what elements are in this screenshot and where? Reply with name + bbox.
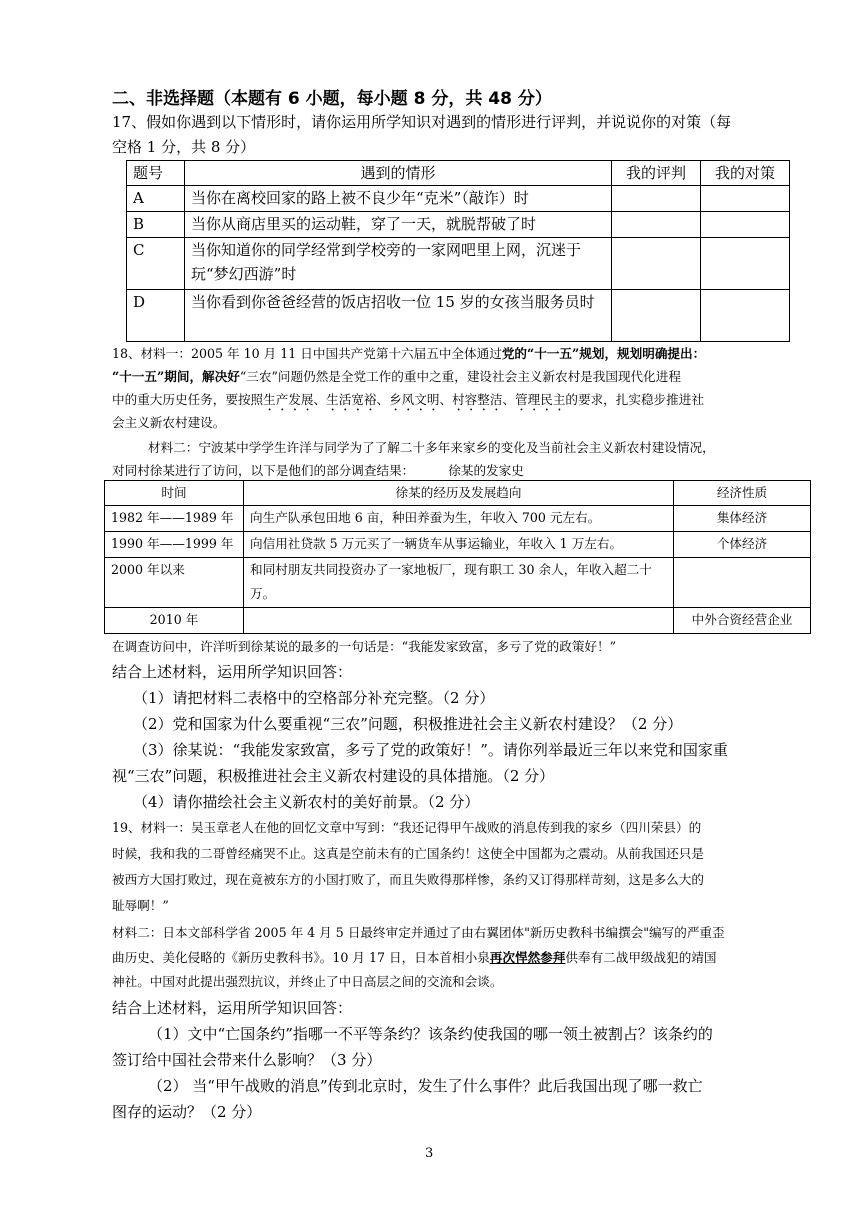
judgment-blank[interactable]: [612, 186, 701, 212]
row-time: 2010 年: [105, 608, 244, 634]
table-row: [105, 506, 811, 532]
countermeasure-blank[interactable]: [701, 290, 790, 342]
countermeasure-blank[interactable]: [701, 186, 790, 212]
q18-table-caption: 徐某的发家史: [448, 463, 524, 478]
header-cell: 时间: [105, 481, 244, 506]
table-row: [105, 532, 811, 558]
row-event: 和同村朋友共同投资办了一家地板厂，现有职工 30 余人，年收入超二十万。: [244, 558, 674, 608]
q18-material1-emphasis: “十一五”期间，解决好: [112, 369, 240, 384]
q19-question-1-line1: （1）文中“亡国条约”指哪一不平等条约？该条约使我国的哪一领土被割占？该条约的: [148, 1025, 713, 1043]
header-cell: 我的对策: [701, 161, 790, 186]
q18-question-3-line2: 视“三农”问题，积极推进社会主义新农村建设的具体措施。（2 分）: [112, 767, 555, 785]
row-nature: 个体经济: [674, 532, 811, 558]
table-row: [105, 608, 811, 634]
row-time: 1982 年——1989 年: [105, 506, 244, 532]
row-time: 1990 年——1999 年: [105, 532, 244, 558]
q19-material2-line3: 神社。中国对此提出强烈抗议，并终止了中日高层之间的交流和会谈。: [112, 974, 503, 989]
judgment-blank[interactable]: [612, 212, 701, 238]
q19-question-1-line2: 签订给中国社会带来什么影响？（3 分）: [112, 1051, 382, 1069]
q18-intro: 结合上述材料，运用所学知识回答：: [112, 663, 353, 681]
row-id: A: [127, 186, 185, 212]
q17-prompt-line1: 17、假如你遇到以下情形时，请你运用所学知识对遇到的情形进行评判，并说说你的对策（每: [112, 113, 732, 131]
q18-material1-text: 18、材料一：2005 年 10 月 11 日中国共产党第十六届五中全体通过: [112, 346, 502, 361]
row-id: D: [127, 290, 185, 342]
q19-intro: 结合上述材料，运用所学知识回答：: [112, 999, 353, 1017]
q18-question-4: （4）请你描绘社会主义新农村的美好前景。（2 分）: [133, 793, 480, 811]
q18-question-2: （2）党和国家为什么要重视“三农”问题，积极推进社会主义新农村建设？（2 分）: [133, 715, 683, 733]
q18-question-3-line1: （3）徐某说：“我能发家致富，多亏了党的政策好！”。请你列举最近三年以来党和国家重: [133, 741, 728, 759]
q19-material1-line1: 19、材料一：吴玉章老人在他的回忆文章中写到：“我还记得甲午战败的消息传到我的家乡（四川荣县）的: [112, 820, 702, 835]
q18-material1-line4: 会主义新农村建设。: [112, 415, 226, 430]
q18-material2-line2: [112, 460, 524, 482]
page-number: 3: [425, 1146, 434, 1161]
q18-material1-text: 中的重大历史任务，要按照: [112, 392, 264, 407]
q18-material1-dotted: 生产发展、生活宽裕、乡风文明、村容整洁、管理民主: [263, 392, 566, 407]
q18-material1-line1: [112, 343, 705, 365]
header-cell: 我的评判: [612, 161, 701, 186]
row-event: 向生产队承包田地 6 亩，种田养蚕为生，年收入 700 元左右。: [244, 506, 674, 532]
q18-after-table: 在调查访问中，许洋听到徐某说的最多的一句话是：“我能发家致富，多亏了党的政策好！”: [112, 639, 617, 654]
row-event: 向信用社贷款 5 万元买了一辆货车从事运输业，年收入 1 万左右。: [244, 532, 674, 558]
q18-table: [104, 480, 811, 634]
judgment-blank[interactable]: [612, 290, 701, 342]
row-id: C: [127, 238, 185, 290]
q19-material2-text: 曲历史、美化侵略的《新历史教科书》。10 月 17 日，日本首相小泉: [112, 950, 490, 965]
q18-material1-text: 的要求，扎实稳步推进社: [565, 392, 704, 407]
row-situation: 当你知道你的同学经常到学校旁的一家网吧里上网，沉迷于玩“梦幻西游”时: [185, 238, 612, 290]
q17-prompt-line2: 空格 1 分，共 8 分）: [112, 138, 256, 156]
q19-material2-underlined: 再次悍然参拜: [489, 950, 566, 965]
table-row: [127, 212, 790, 238]
q18-material2-text: 对同村徐某进行了访问，以下是他们的部分调查结果：: [112, 463, 415, 478]
judgment-blank[interactable]: [612, 238, 701, 290]
table-row: [127, 238, 790, 290]
event-blank[interactable]: [244, 608, 674, 634]
header-cell: 遇到的情形: [185, 161, 612, 186]
table-header-row: [105, 481, 811, 506]
q19-material1-line2: 时候，我和我的二哥曾经痛哭不止。这真是空前未有的亡国条约！这使全中国都为之震动。从前我国还只是: [112, 846, 704, 861]
q17-table: [126, 160, 790, 342]
q18-material2-line1: 材料二：宁波某中学学生许洋与同学为了了解二十多年来家乡的变化及当前社会主义新农村建设情况，: [148, 440, 715, 455]
q18-material1-line3: [112, 389, 704, 414]
header-cell: 徐某的经历及发展趋向: [244, 481, 674, 506]
q18-material1-text: “三农”问题仍然是全党工作的重中之重，建设社会主义新农村是我国现代化进程: [239, 369, 681, 384]
row-situation: 当你从商店里买的运动鞋，穿了一天，就脱帮破了时: [185, 212, 612, 238]
q18-material1-emphasis: 党的“十一五”规划，规划明确提出：: [501, 346, 706, 361]
q18-material1-line2: [112, 366, 681, 388]
q18-question-1: （1）请把材料二表格中的空格部分补充完整。（2 分）: [133, 689, 495, 707]
q19-material2-line1: 材料二：日本文部科学省 2005 年 4 月 5 日最终审定并通过了由右翼团体"新历史教科书编撰会"编写的严重歪: [112, 925, 725, 940]
q19-question-2-line2: 图存的运动？（2 分）: [112, 1103, 262, 1121]
countermeasure-blank[interactable]: [701, 238, 790, 290]
row-nature: 中外合资经营企业: [674, 608, 811, 634]
row-situation: 当你在离校回家的路上被不良少年“克米”（敲诈）时: [185, 186, 612, 212]
q19-material2-text: 供奉有二战甲级战犯的靖国: [565, 950, 717, 965]
header-cell: 经济性质: [674, 481, 811, 506]
row-time: 2000 年以来: [105, 558, 244, 608]
q19-material1-line3: 被西方大国打败过，现在竟被东方的小国打败了，而且失败得那样惨，条约又订得那样苛刻，这是多么大的: [112, 872, 704, 887]
row-nature: 集体经济: [674, 506, 811, 532]
header-cell: 题号: [127, 161, 185, 186]
section-title: 二、非选择题（本题有 6 小题，每小题 8 分，共 48 分）: [112, 89, 552, 109]
q19-material1-line4: 耻辱啊！”: [112, 898, 169, 913]
q19-question-2-line1: （2） 当“甲午战败的消息”传到北京时，发生了什么事件？此后我国出现了哪一救亡: [148, 1077, 703, 1095]
nature-blank[interactable]: [674, 558, 811, 608]
table-row: [127, 290, 790, 342]
table-row: [105, 558, 811, 608]
table-row: [127, 186, 790, 212]
table-header-row: [127, 161, 790, 186]
q19-material2-line2: [112, 947, 716, 969]
countermeasure-blank[interactable]: [701, 212, 790, 238]
row-id: B: [127, 212, 185, 238]
row-situation: 当你看到你爸爸经营的饭店招收一位 15 岁的女孩当服务员时: [185, 290, 612, 342]
